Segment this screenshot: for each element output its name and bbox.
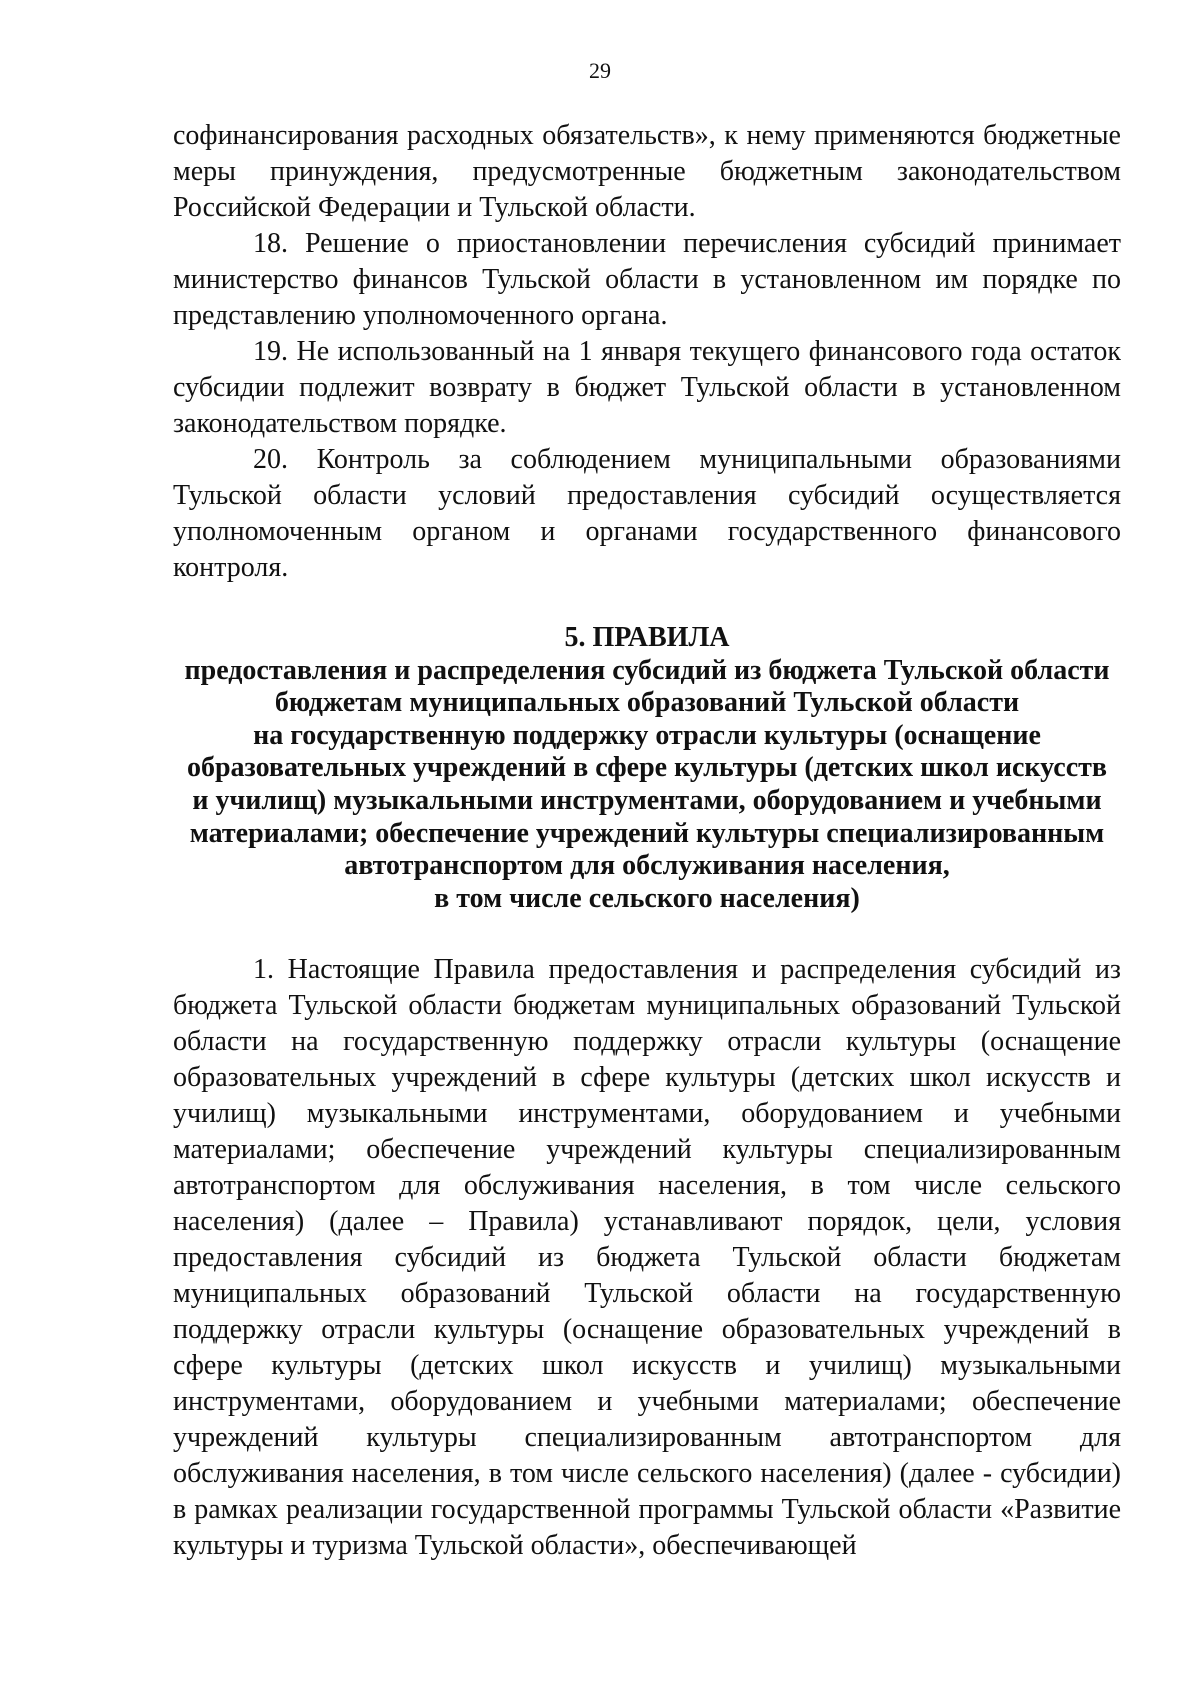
section-title-line: образовательных учреждений в сфере культуры (детских школ искусств xyxy=(186,752,1108,784)
paragraph-continuation: софинансирования расходных обязательств», к нему применяются бюджетные меры принуждения, предусмотренные бюджетным законодательством Российской Федерации и Тульской области. xyxy=(173,120,1121,223)
section-title-line: на государственную поддержку отрасли культуры (оснащение xyxy=(253,719,1041,751)
section-title-line: и училищ) музыкальными инструментами, оборудованием и учебными xyxy=(192,784,1102,816)
page-number: 29 xyxy=(589,58,611,83)
paragraphs-rules xyxy=(173,952,1121,1564)
section-title-line: в том числе сельского населения) xyxy=(434,882,860,914)
paragraph-19: 19. Не использованный на 1 января текущего финансового года остаток субсидии подлежит возврату в бюджет Тульской области в установленном законодательством порядке. xyxy=(173,336,1121,439)
paragraph-18: 18. Решение о приостановлении перечисления субсидий принимает министерство финансов Тульской области в установленном им порядке по представлению уполномоченного органа. xyxy=(173,228,1121,331)
section-title-line: предоставления и распределения субсидий из бюджета Тульской области xyxy=(184,654,1110,686)
paragraph-rule-1: 1. Настоящие Правила предоставления и распределения субсидий из бюджета Тульской области бюджетам муниципальных образований Тульской области на государственную поддержку отрасли культуры (оснащение образовательных учреждений в сфере культуры (детских школ искусств и училищ) музыкальными инструментами, оборудованием и учебными материалами; обеспечение учреждений культуры специализированным автотранспортом для обслуживания населения, в том числе сельского населения) (далее – Правила) устанавливают порядок, цели, условия предоставления субсидий из бюджета Тульской области бюджетам муниципальных образований Тульской области на государственную поддержку отрасли культуры (оснащение образовательных учреждений в сфере культуры (детских школ искусств и училищ) музыкальными инструментами, оборудованием и учебными материалами; обеспечение учреждений культуры специализированным автотранспортом для обслуживания населения, в том числе сельского населения) (далее - субсидии) в рамках реализации государственной программы Тульской области «Развитие культуры и туризма Тульской области», обеспечивающей xyxy=(173,954,1121,1561)
section-title-line: автотранспортом для обслуживания населения, xyxy=(344,850,950,882)
section-title-line: материалами; обеспечение учреждений культуры специализированным xyxy=(189,817,1105,849)
section-heading: 5. ПРАВИЛА xyxy=(564,622,730,653)
section-title xyxy=(173,622,1121,915)
section-title-line: бюджетам муниципальных образований Тульской области xyxy=(274,687,1020,719)
paragraph-20: 20. Контроль за соблюдением муниципальными образованиями Тульской области условий предоставления субсидий осуществляется уполномоченным органом и органами государственного финансового контроля. xyxy=(173,444,1121,583)
paragraphs-top xyxy=(173,118,1121,586)
